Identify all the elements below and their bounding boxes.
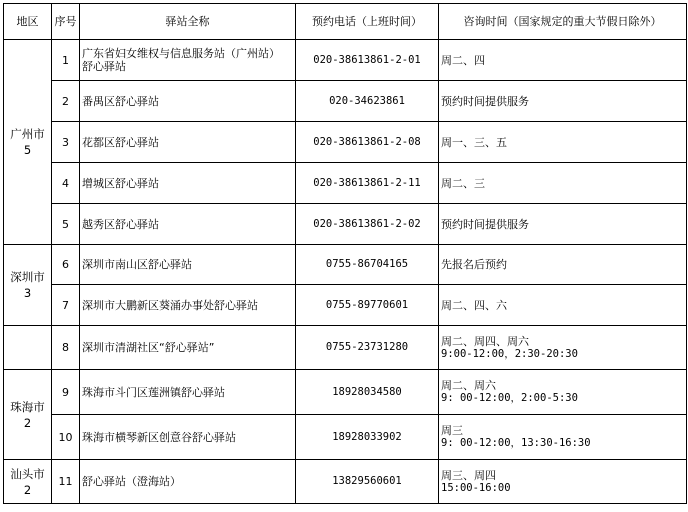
row-phone: 0755-89770601	[296, 285, 439, 326]
row-seq: 8	[52, 326, 80, 370]
row-seq: 2	[52, 81, 80, 122]
row-phone: 020-38613861-2-08	[296, 122, 439, 163]
row-hours: 预约时间提供服务	[439, 81, 687, 122]
row-seq: 5	[52, 204, 80, 245]
header-name: 驿站全称	[80, 4, 296, 40]
row-name: 越秀区舒心驿站	[80, 204, 296, 245]
row-phone: 0755-86704165	[296, 245, 439, 285]
table-row	[4, 415, 687, 460]
row-phone: 0755-23731280	[296, 326, 439, 370]
row-hours: 周二、四	[439, 40, 687, 81]
row-name: 番禺区舒心驿站	[80, 81, 296, 122]
row-phone: 020-34623861	[296, 81, 439, 122]
header-region: 地区	[4, 4, 52, 40]
row-seq: 7	[52, 285, 80, 326]
row-hours: 周二、周六 9: 00-12:00，2:00-5:30	[439, 370, 687, 415]
region-count: 5	[23, 143, 32, 157]
region-zhuhai	[4, 370, 52, 460]
row-hours: 周二、三	[439, 163, 687, 204]
row-phone: 18928034580	[296, 370, 439, 415]
row-seq: 6	[52, 245, 80, 285]
row-hours: 先报名后预约	[439, 245, 687, 285]
table-row	[4, 460, 687, 504]
region-shenzhen	[4, 245, 52, 326]
region-count: 2	[23, 482, 32, 497]
region-name: 汕头市	[10, 466, 45, 481]
row-hours: 周一、三、五	[439, 122, 687, 163]
region-shenzhen-continued	[4, 326, 52, 370]
row-name: 深圳市南山区舒心驿站	[80, 245, 296, 285]
table-row	[4, 370, 687, 415]
row-hours: 周二、四、六	[439, 285, 687, 326]
row-phone: 020-38613861-2-01	[296, 40, 439, 81]
table-row	[4, 163, 687, 204]
table-row	[4, 122, 687, 163]
station-table	[3, 3, 687, 504]
row-phone: 13829560601	[296, 460, 439, 504]
header-seq: 序号	[52, 4, 80, 40]
table-row	[4, 245, 687, 285]
region-guangzhou	[4, 40, 52, 245]
header-row	[4, 4, 687, 40]
row-hours: 周二、周四、周六 9:00-12:00，2:30-20:30	[439, 326, 687, 370]
row-name: 增城区舒心驿站	[80, 163, 296, 204]
table-row	[4, 285, 687, 326]
row-name: 珠海市斗门区莲洲镇舒心驿站	[80, 370, 296, 415]
row-hours: 周三、周四 15:00-16:00	[439, 460, 687, 504]
region-count: 2	[23, 415, 32, 430]
row-hours: 预约时间提供服务	[439, 204, 687, 245]
table-row	[4, 326, 687, 370]
region-name: 珠海市	[10, 399, 45, 414]
row-seq: 4	[52, 163, 80, 204]
region-name: 广州市	[10, 127, 45, 141]
region-count: 3	[23, 286, 32, 300]
table-row	[4, 40, 687, 81]
row-phone: 18928033902	[296, 415, 439, 460]
row-name: 深圳市大鹏新区葵涌办事处舒心驿站	[80, 285, 296, 326]
row-name: 珠海市横琴新区创意谷舒心驿站	[80, 415, 296, 460]
row-name: 深圳市清湖社区“舒心驿站”	[80, 326, 296, 370]
row-phone: 020-38613861-2-02	[296, 204, 439, 245]
row-phone: 020-38613861-2-11	[296, 163, 439, 204]
row-seq: 9	[52, 370, 80, 415]
row-seq: 3	[52, 122, 80, 163]
row-seq: 10	[52, 415, 80, 460]
table-row	[4, 204, 687, 245]
table-row	[4, 81, 687, 122]
row-name: 广东省妇女维权与信息服务站（广州站） 舒心驿站	[80, 40, 296, 81]
header-hours: 咨询时间（国家规定的重大节假日除外）	[439, 4, 687, 40]
region-shantou	[4, 460, 52, 504]
row-hours: 周三 9: 00-12:00，13:30-16:30	[439, 415, 687, 460]
row-seq: 11	[52, 460, 80, 504]
row-name: 花都区舒心驿站	[80, 122, 296, 163]
row-seq: 1	[52, 40, 80, 81]
header-phone: 预约电话（上班时间）	[296, 4, 439, 40]
region-name: 深圳市	[10, 270, 45, 284]
row-name: 舒心驿站（澄海站）	[80, 460, 296, 504]
